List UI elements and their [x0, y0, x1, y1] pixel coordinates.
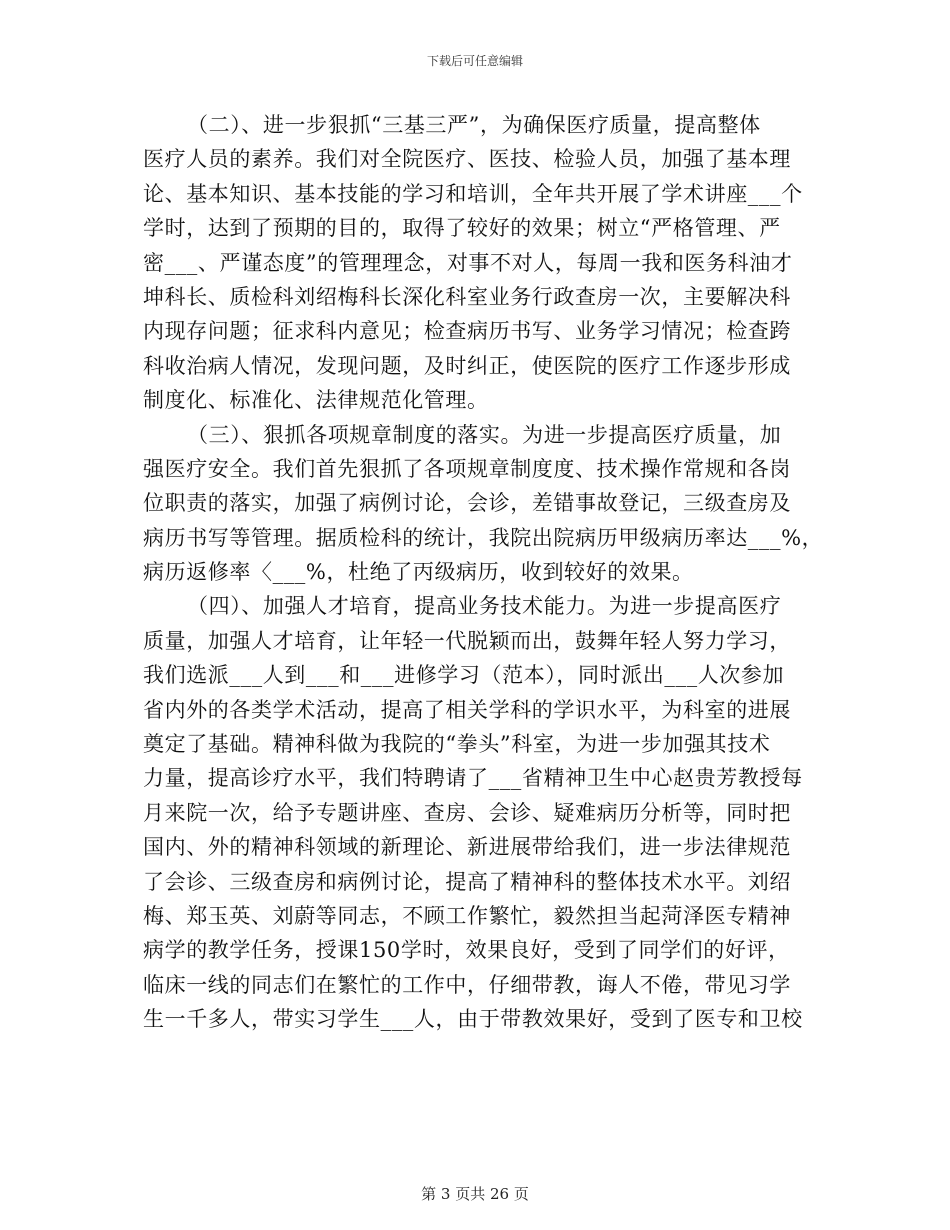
- text-line: 医疗人员的素养。我们对全院医疗、医技、检验人员，加强了基本理: [143, 147, 791, 172]
- text-line: （四）、加强人才培育，提高业务技术能力。为进一步提高医疗: [187, 594, 782, 619]
- text-line: 临床一线的同志们在繁忙的工作中，仔细带教，诲人不倦，带见习学: [143, 972, 791, 997]
- text-line: 强医疗安全。我们首先狠抓了各项规章制度度、技术操作常规和各岗: [143, 456, 791, 481]
- page-number: 第 3 页共 26 页: [421, 1185, 529, 1203]
- text-line: 生一千多人，带实习学生___人，由于带教效果好，受到了医专和卫校: [143, 1007, 803, 1032]
- text-line: 力量，提高诊疗水平，我们特聘请了___省精神卫生中心赵贵芳教授每: [143, 766, 803, 791]
- page-header: 下载后可任意编辑: [426, 54, 523, 68]
- text-line: 位职责的落实，加强了病例讨论，会诊，差错事故登记，三级查房及: [143, 491, 791, 516]
- paragraph-3: [143, 418, 824, 590]
- text-line: （二）、进一步狠抓“三基三严”，为确保医疗质量，提高整体: [187, 113, 761, 137]
- text-line: 坤科长、质检科刘绍梅科长深化科室业务行政查房一次，主要解决科: [143, 284, 791, 309]
- text-line: 内现存问题；征求科内意见；检查病历书写、业务学习情况；检查跨: [143, 319, 791, 344]
- text-line: 制度化、标准化、法律规范化管理。: [143, 388, 489, 413]
- text-line: 科收治病人情况，发现问题，及时纠正，使医院的医疗工作逐步形成: [143, 353, 791, 378]
- paragraph-2: [143, 108, 813, 418]
- text-line: 我们选派___人到___和___进修学习（范本），同时派出___人次参加: [143, 663, 785, 688]
- text-line: 病学的教学任务，授课150学时，效果良好，受到了同学们的好评，: [143, 938, 790, 963]
- text-line: 月来院一次，给予专题讲座、查房、会诊、疑难病历分析等，同时把: [143, 800, 791, 825]
- text-line: 国内、外的精神科领域的新理论、新进展带给我们，进一步法律规范: [143, 835, 791, 860]
- text-line: 密___、严谨态度”的管理理念，对事不对人，每周一我和医务科油才: [143, 250, 793, 275]
- text-line: 学时，达到了预期的目的，取得了较好的效果；树立“严格管理、严: [143, 216, 781, 241]
- text-line: 病历返修率〈___%，杜绝了丙级病历，收到较好的效果。: [143, 560, 694, 585]
- text-line: 质量，加强人才培育，让年轻一代脱颖而出，鼓舞年轻人努力学习，: [143, 628, 791, 653]
- text-line: 梅、郑玉英、刘蔚等同志，不顾工作繁忙，毅然担当起菏泽医专精神: [143, 903, 791, 928]
- text-line: （三）、狠抓各项规章制度的落实。为进一步提高医疗质量，加: [187, 422, 782, 447]
- text-line: 奠定了基础。精神科做为我院的“拳头”科室，为进一步加强其技术: [143, 732, 771, 757]
- paragraph-4: [143, 589, 813, 1036]
- document-body: [143, 108, 824, 1037]
- text-line: 省内外的各类学术活动，提高了相关学科的学识水平，为科室的进展: [143, 697, 791, 722]
- text-line: 了会诊、三级查房和病例讨论，提高了精神科的整体技术水平。刘绍: [143, 869, 791, 894]
- text-line: 论、基本知识、基本技能的学习和培训，全年共开展了学术讲座___个: [143, 181, 803, 206]
- text-line: 病历书写等管理。据质检科的统计，我院出院病历甲级病历率达___%，: [143, 525, 824, 550]
